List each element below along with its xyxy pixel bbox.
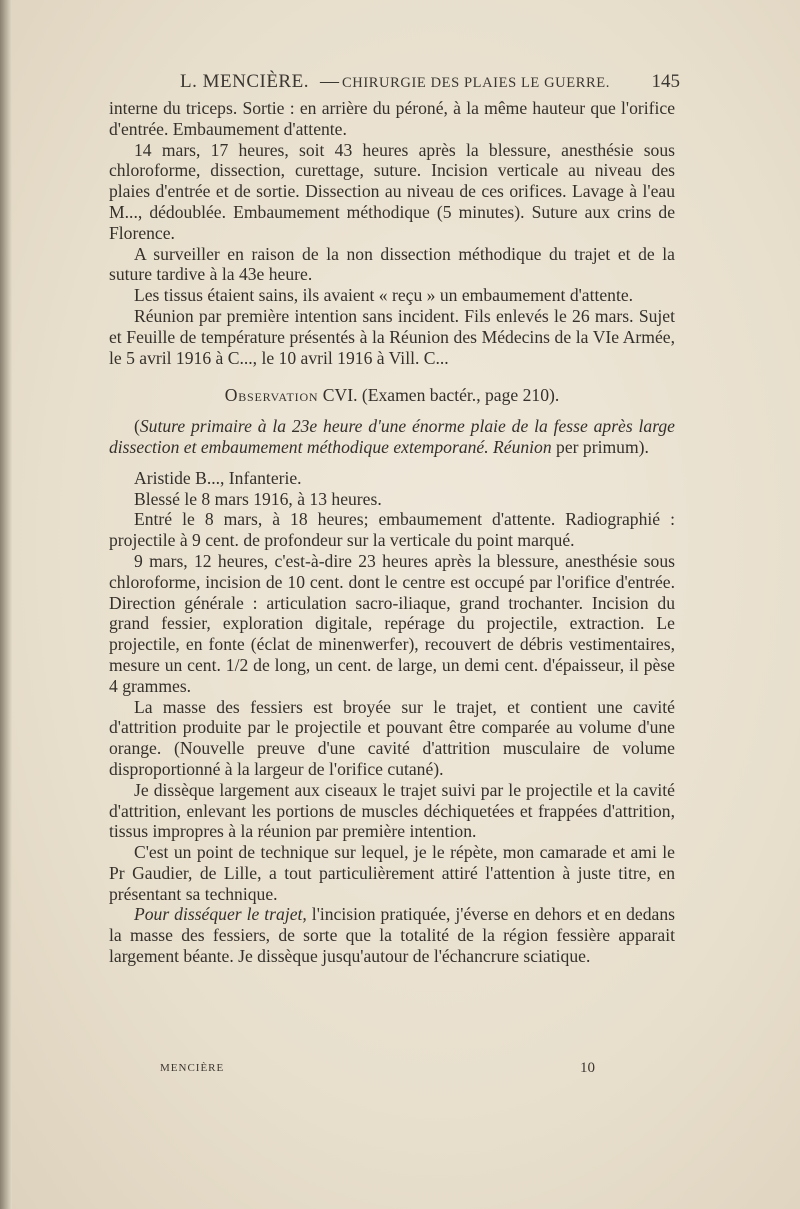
printer-signature: MENCIÈRE [160,1062,225,1074]
paragraph: C'est un point de technique sur lequel, je le répète, mon camarade et ami le Pr Gaudier, de Lille, a tout particulièrement attiré l'attention à juste titre, en présentant sa technique. [109,842,675,904]
header-author: L. MENCIÈRE. [180,71,309,92]
sheet-number: 10 [580,1060,595,1076]
observation-ref: (Examen bactér., page 210). [361,385,560,406]
paragraph: 14 mars, 17 heures, soit 43 heures après la blessure, anesthésie sous chloroforme, dissection, curettage, suture. Incision verticale au niveau des plaies d'entrée et de sortie. Dissection au niveau de ces orifices. Lavage à l'eau M..., dédoublée. Embaumement méthodique (5 minutes). Suture aux crins de Florence. [109,139,675,243]
paragraph: 9 mars, 12 heures, c'est-à-dire 23 heures après la blessure, anesthésie sous chloroforme, incision de 10 cent. dont le centre est occupé par l'orifice d'entrée. Direction générale : articulation sacro-iliaque, grand trochanter. Incision du grand fessier, exploration digitale, repérage du projectile, extraction. Le projectile, en fonte (éclat de minenwerfer), recouvert de débris vestimentaires, mesure un cent. 1/2 de long, un cent. de large, un demi cent. d'épaisseur, il pèse 4 grammes. [109,550,675,696]
book-spine-shadow [0,0,12,1209]
paragraph [109,904,675,966]
page-body [109,98,675,967]
paragraph: Les tissus étaient sains, ils avaient « reçu » un embaumement d'attente. [134,285,634,306]
paragraph: La masse des fessiers est broyée sur le trajet, et contient une cavité d'attrition produite par le projectile et pouvant être comparée au volume d'une orange. (Nouvelle preuve d'une cavité d'attrition musculaire de volume disproportionné à la largeur de l'orifice cutané). [109,696,675,779]
running-header [180,71,680,95]
paragraph: Entré le 8 mars, à 18 heures; embaumement d'attente. Radiographié : projectile à 9 cent. de profondeur sur la verticale du point marqué. [109,509,675,551]
header-dash: — [320,71,339,92]
observation-number: CVI. [322,385,358,406]
paragraph: Blessé le 8 mars 1916, à 13 heures. [134,488,382,509]
paragraph: Réunion par première intention sans incident. Fils enlevés le 26 mars. Sujet et Feuille de température présentés à la Réunion des Médecins de la VIe Armée, le 5 avril 1916 à C..., le 10 avril 1916 à Vill. C... [109,305,675,368]
subtitle-rest: per primum). [551,436,649,457]
paragraph-italic-lead: Pour disséquer le trajet, [134,904,307,925]
paragraph: interne du triceps. Sortie : en arrière du péroné, à la même hauteur que l'orifice d'entrée. Embaumement d'attente. [109,98,675,139]
paragraph: A surveiller en raison de la non dissection méthodique du trajet et de la suture tardive à la 43e heure. [109,243,675,285]
observation-heading [109,385,675,406]
subtitle-italic: Suture primaire à la 23e heure d'une énorme plaie de la fesse après large dissection et embaumement méthodique extemporané. Réunion [109,416,675,457]
page-footer [160,1060,630,1080]
paragraph: Je dissèque largement aux ciseaux le trajet suivi par le projectile et la cavité d'attrition, enlevant les portions de muscles déchiquetées et frappées d'attrition, tissus impropres à la réunion par première intention. [109,779,675,842]
paragraph: Aristide B..., Infanterie. [134,467,302,488]
page-number: 145 [651,71,680,92]
observation-subtitle [109,416,675,458]
subtitle-open: ( [134,416,140,437]
paragraph-rest: l'incision pratiquée, j'éverse en dehors et en dedans la masse des fessiers, de sorte que la totalité de la région fessière apparait largement béante. Je dissèque jusqu'autour de l'échancrure sciatique. [109,904,675,967]
header-title: CHIRURGIE DES PLAIES LE GUERRE. [342,75,610,91]
observation-label: Observation [224,385,319,406]
